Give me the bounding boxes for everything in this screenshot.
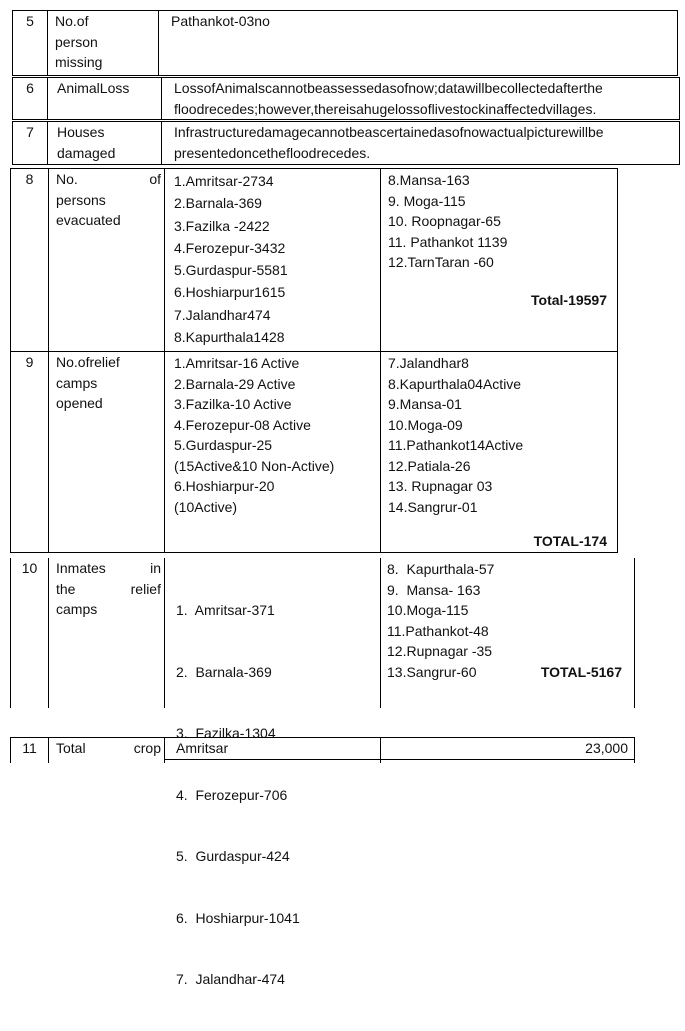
row-11-district-cell [165,738,380,760]
list-item: 11. Pathankot 1139 [388,233,508,250]
row-5-value [158,10,678,76]
row-8-total: Total-19597 [531,291,607,308]
list-item: 6.Hoshiarpur-20 [174,478,275,494]
row-7 [12,121,680,165]
row-10-label-word: the [56,580,76,597]
row-5-number: 5 [12,10,48,76]
list-item: 7.Jalandhar474 [174,306,271,323]
row-9-label-line: No.ofrelief [56,354,120,370]
list-item: 2.Barnala-29 Active [174,375,296,392]
row-8-label-line [56,169,161,190]
list-item: 12.TarnTaran -60 [388,254,494,270]
row-7-value-line: Infrastructuredamagecannotbeascertainedasofnowactualpicturewillbe [174,124,604,140]
row-6-value-line: floodrecedes;however,thereisahugelossoflivestockinaffectedvillages. [174,100,597,117]
list-item: 12.Patiala-26 [388,457,471,474]
row-11-label-word: Total [56,740,86,756]
list-item: 1.Amritsar-2734 [174,173,274,189]
row-11-label [48,737,165,763]
row-10-label-word: Inmates [56,560,106,576]
row-7-value [161,121,680,165]
list-item: 1.Amritsar-16 Active [174,355,300,371]
row-10-label-line: camps [56,601,98,617]
row-7-label-line: Houses [57,124,105,140]
row-11-district [164,737,381,763]
list-item: 10.Moga-115 [387,602,469,618]
row-6-number: 6 [12,77,48,120]
row-7-label [47,121,162,165]
list-item: 5. Gurdaspur-424 [176,848,290,864]
row-6-label-text: AnimalLoss [57,80,130,96]
list-item: 5.Gurdaspur-25 [174,437,273,453]
row-11 [10,737,635,763]
row-9 [10,351,618,553]
list-item: 14.Sangrur-01 [388,498,478,515]
list-item: 13.Sangrur-60 [387,663,477,680]
row-5-label-line: No.of [55,13,89,29]
list-item: (10Active) [174,498,238,515]
row-8-label-word: of [149,171,161,187]
row-11-value-text: 23,000 [585,740,628,756]
list-item: 13. Rupnagar 03 [388,478,493,494]
row-8-label-line: evacuated [56,212,121,228]
row-7-number: 7 [12,121,48,165]
list-item: 10.Moga-09 [388,416,463,433]
row-8 [10,168,618,352]
row-11-value [380,737,635,763]
row-10-label [48,558,165,708]
row-5-label-line: missing [55,54,103,70]
list-item: 9. Moga-115 [388,192,466,209]
row-5-label-line: person [55,33,98,50]
list-item: 3.Fazilka -2422 [174,217,270,234]
row-10-left-list [164,558,381,987]
row-9-right-list [380,351,618,553]
list-item: 4. Ferozepur-706 [176,786,288,803]
row-10-label-word: relief [130,580,161,597]
list-item: 4.Ferozepur-3432 [174,239,286,256]
list-item: 1. Amritsar-371 [176,602,275,618]
row-9-total: TOTAL-174 [533,533,607,549]
list-item: 7.Jalandhar8 [388,355,469,371]
row-5-label [47,10,159,76]
row-8-left-list [164,168,381,352]
row-8-label-word: No. [56,171,78,187]
row-8-number: 8 [10,168,49,352]
list-item: 8.Kapurthala04Active [388,375,522,392]
row-10-right-list [380,558,635,708]
list-item: 11.Pathankot-48 [387,622,489,639]
row-10-number: 10 [10,558,49,708]
list-item: 9.Mansa-01 [388,396,462,412]
row-11-label-line [56,738,161,759]
row-10-label-line [56,579,161,600]
row-11-number: 11 [10,737,49,763]
list-item: 10. Roopnagar-65 [388,213,501,229]
list-item: 8.Mansa-163 [388,172,470,188]
list-item: 3. Fazilka-1304 [176,725,276,741]
row-9-label [48,351,165,553]
list-item: 2.Barnala-369 [174,195,262,212]
row-7-label-line: damaged [57,144,116,161]
list-item: 7. Jalandhar-474 [176,971,285,987]
list-item: 12.Rupnagar -35 [387,643,493,659]
list-item: 8. Kapurthala-57 [387,561,495,577]
row-6 [12,77,680,120]
list-item: 8.Kapurthala1428 [174,329,285,346]
row-5-value-text: Pathankot-03no [171,13,270,29]
row-6-label [47,77,162,120]
list-item: 11.Pathankot14Active [388,437,524,453]
row-7-value-line: presentedoncethefloodrecedes. [174,144,371,161]
list-item: 2. Barnala-369 [176,663,272,680]
row-8-label-line: persons [56,191,106,208]
row-8-right-list [380,168,618,352]
list-item: 6. Hoshiarpur-1041 [176,909,300,926]
row-11-value-cell [380,738,634,760]
row-9-number: 9 [10,351,49,553]
row-10-label-word: in [150,560,161,576]
row-6-value-line: LossofAnimalscannotbeassessedasofnow;datawillbecollectedafterthe [174,80,603,96]
row-11-district-text: Amritsar [176,740,229,756]
list-item: 3.Fazilka-10 Active [174,396,292,412]
row-6-value [161,77,680,120]
row-10-label-line [56,558,161,579]
row-10-total: TOTAL-5167 [540,664,622,680]
list-item: (15Active&10 Non-Active) [174,457,335,474]
row-5 [12,10,678,76]
row-9-label-line: camps [56,374,98,391]
list-item: 9. Mansa- 163 [387,581,481,598]
row-11-label-word: crop [133,740,161,756]
list-item: 6.Hoshiarpur1615 [174,284,286,301]
row-9-left-list [164,351,381,553]
list-item: 4.Ferozepur-08 Active [174,416,311,433]
row-9-label-line: opened [56,395,103,411]
list-item: 5.Gurdaspur-5581 [174,262,288,279]
row-8-label [48,168,165,352]
